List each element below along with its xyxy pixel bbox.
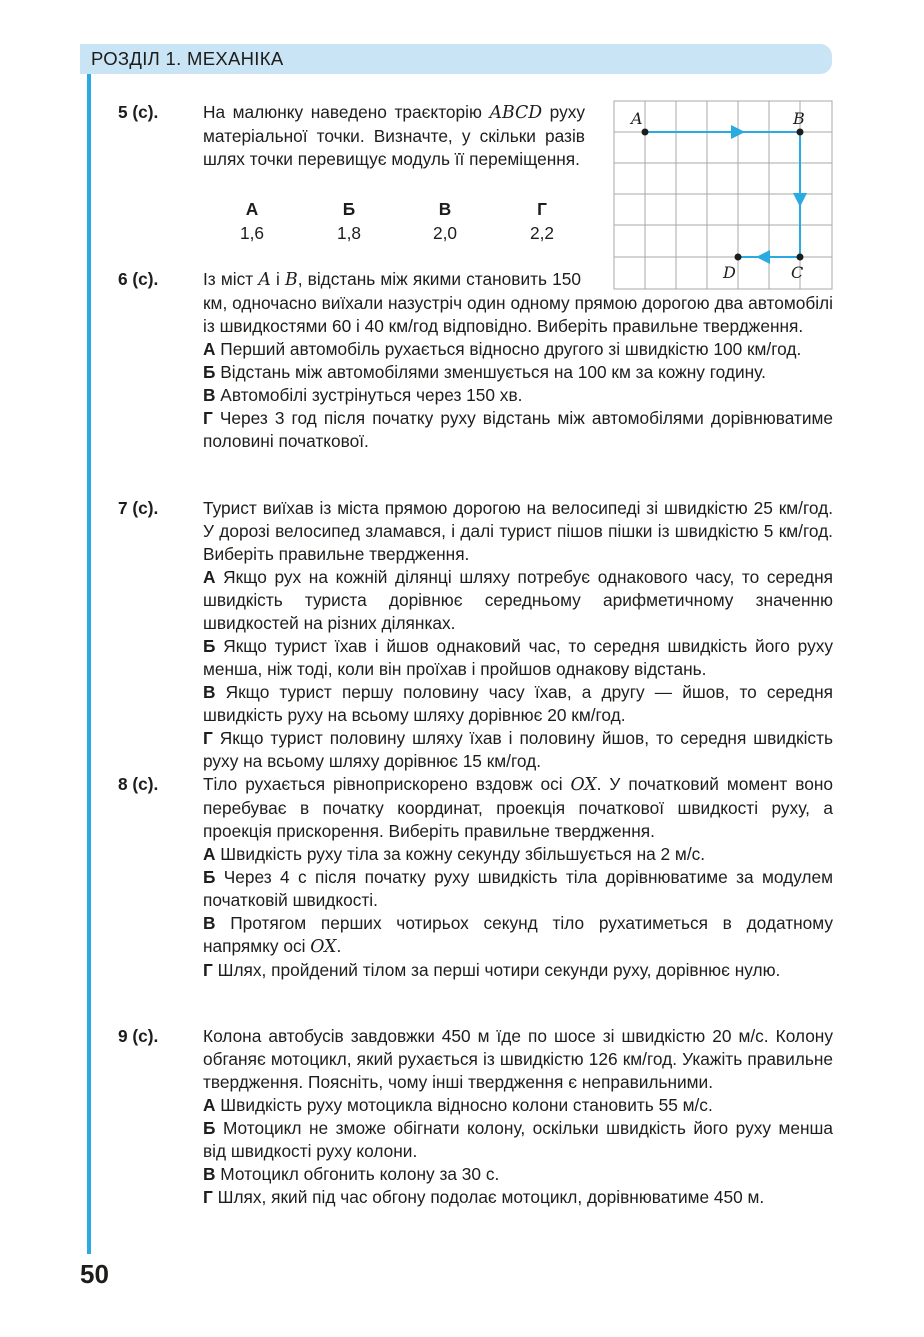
problem-5-text-rest: руху матеріальної точки. Визначте, у скільки разів шлях точки перевищує модуль її переміщення. (203, 102, 585, 169)
problem-9-option-b (203, 1117, 833, 1163)
problem-6-option-b (203, 361, 833, 384)
problem-7-block (203, 497, 833, 773)
option-text: Якщо турист їхав і йшов однаковий час, то середня швидкість його руху менша, ніж тоді, коли він проїхав і пройшов однакову відстань. (203, 636, 833, 679)
option-label: А (203, 1095, 216, 1115)
option-text: Швидкість руху тіла за кожну секунду збільшується на 2 м/с. (220, 844, 706, 864)
page-number: 50 (80, 1259, 109, 1289)
problem-8-math: OX (570, 775, 597, 795)
label-a: A (631, 109, 643, 128)
problem-9-option-g (203, 1186, 833, 1209)
choice-v (405, 198, 485, 245)
problem-5-math: ABCD (489, 103, 543, 123)
option-text: Автомобілі зустрінуться через 150 хв. (220, 385, 523, 405)
option-math: OX (310, 937, 337, 957)
choice-label: В (438, 199, 452, 219)
margin-accent-line (87, 74, 91, 1254)
point-d (735, 254, 742, 261)
problem-9-option-v (203, 1163, 833, 1186)
problem-7-text: Турист виїхав із міста прямою дорогою на велосипеді зі швидкістю 25 км/год. У дорозі велосипед зламався, і далі турист пішов пішки із швидкістю 5 км/год. Виберіть правильне твердження. (203, 498, 833, 564)
option-label: А (203, 339, 216, 359)
option-text: Якщо рух на кожній ділянці шляху потребує однакового часу, то середня швидкість туриста дорівнює середньому арифметичному значенню швидкостей на різних ділянках. (203, 567, 833, 633)
option-text: Шлях, який під час обгону подолає мотоцикл, дорівнюватиме 450 м. (217, 1187, 765, 1207)
problem-8-block (203, 773, 833, 982)
option-label: А (203, 567, 216, 587)
problem-9-text: Колона автобусів завдовжки 450 м їде по шосе зі швидкістю 20 м/с. Колону обганяє мотоцикл, який рухається із швидкістю 126 км/год. Укажіть правильне твердження. Поясніть, чому інші твердження є неправильними. (203, 1026, 833, 1092)
choice-label: Г (537, 199, 547, 219)
problem-8-number: 8 (с). (118, 774, 159, 794)
problem-8-option-v (203, 912, 833, 959)
option-text: Через 3 год після початку руху відстань між автомобілями дорівнюватиме половині початкової. (203, 408, 833, 451)
choice-value: 1,8 (336, 223, 362, 243)
choice-value: 1,6 (239, 223, 265, 243)
problem-5-text-start: На малюнку наведено траєкторію (203, 102, 490, 122)
problem-6-text (203, 268, 833, 338)
problem-7-option-b (203, 635, 833, 681)
option-label: В (203, 682, 216, 702)
option-label: В (203, 1164, 216, 1184)
problem-5-choices (203, 198, 593, 248)
label-c: C (791, 263, 804, 282)
problem-7-option-g (203, 727, 833, 773)
problem-9-number: 9 (с). (118, 1026, 159, 1046)
option-text: Якщо турист першу половину часу їхав, а другу — йшов, то середня швидкість руху на всьому шляху дорівнює 20 км/год. (203, 682, 833, 725)
label-d: D (723, 263, 736, 282)
option-text: Перший автомобіль рухається відносно другого зі швидкістю 100 км/год. (220, 339, 802, 359)
problem-6-text-c: , відстань між якими становить 150 км, одночасно виїхали назустріч один одному прямою дорогою два автомобілі із швидкостями 60 і 40 км/год відповідно. Виберіть правильне твердження. (203, 269, 833, 336)
problem-7-option-a (203, 566, 833, 635)
problem-9-option-a (203, 1094, 833, 1117)
problem-8-option-a (203, 843, 833, 866)
problem-6-option-v (203, 384, 833, 407)
option-label: В (203, 913, 216, 933)
option-label: В (203, 385, 216, 405)
choice-g (502, 198, 582, 245)
point-c (797, 254, 804, 261)
section-title: РОЗДІЛ 1. МЕХАНІКА (91, 48, 284, 69)
label-b: B (793, 109, 805, 128)
option-text: Протягом перших чотирьох секунд тіло рухатиметься в додатному напрямку осі (203, 913, 833, 956)
option-text: Мотоцикл не зможе обігнати колону, оскільки швидкість його руху менша від швидкості руху колони. (203, 1118, 834, 1161)
option-text: Якщо турист половину шляху їхав і половину йшов, то середня швидкість руху на всьому шляху дорівнює 15 км/год. (203, 728, 833, 771)
problem-6-math-b: B (284, 270, 298, 290)
option-label: Г (203, 728, 213, 748)
choice-label: А (245, 199, 259, 219)
choice-b (309, 198, 389, 245)
point-a (642, 129, 649, 136)
problem-7-option-v (203, 681, 833, 727)
problem-8-text-a: Тіло рухається рівноприскорено вздовж осі (203, 774, 571, 794)
choice-value: 2,0 (432, 223, 458, 243)
problem-5-number: 5 (с). (118, 102, 159, 122)
option-text-end: . (336, 936, 342, 956)
problem-6-number: 6 (с). (118, 269, 159, 289)
problem-8-text-b: . У початковий момент воно перебуває в початку координат, проекція початкової швидкості руху, а проекція прискорення. Виберіть правильне твердження. (203, 774, 833, 841)
choice-label: Б (342, 199, 356, 219)
option-label: А (203, 844, 216, 864)
problem-5-text (203, 101, 585, 171)
option-text: Мотоцикл обгонить колону за 30 с. (220, 1164, 500, 1184)
option-label: Г (203, 960, 213, 980)
point-b (797, 129, 804, 136)
option-label: Б (203, 1118, 216, 1138)
section-header (80, 44, 832, 74)
problem-6-math-a: A (258, 270, 271, 290)
trajectory-figure (613, 100, 835, 292)
problem-8-text (203, 773, 833, 843)
problem-6-text-b: і (270, 269, 285, 289)
problem-6-text-a: Із міст (203, 269, 259, 289)
option-label: Б (203, 867, 216, 887)
option-text: Через 4 с після початку руху швидкість тіла дорівнюватиме за модулем початковій швидкості. (203, 867, 833, 910)
option-text: Відстань між автомобілями зменшується на 100 км за кожну годину. (220, 362, 766, 382)
problem-9-block (203, 1025, 833, 1209)
problem-6-option-a (203, 338, 833, 361)
choice-a (212, 198, 292, 245)
problem-6-block (203, 268, 833, 453)
problem-8-option-b (203, 866, 833, 912)
option-label: Г (203, 408, 213, 428)
problem-8-option-g (203, 959, 833, 982)
option-label: Б (203, 636, 216, 656)
figure-wrap-spacer (581, 268, 833, 292)
option-text: Шлях, пройдений тілом за перші чотири секунди руху, дорівнює нулю. (217, 960, 781, 980)
problem-7-number: 7 (с). (118, 498, 159, 518)
choice-value: 2,2 (529, 223, 555, 243)
option-text: Швидкість руху мотоцикла відносно колони становить 55 м/с. (220, 1095, 713, 1115)
option-label: Б (203, 362, 216, 382)
problem-6-option-g (203, 407, 833, 453)
option-label: Г (203, 1187, 213, 1207)
